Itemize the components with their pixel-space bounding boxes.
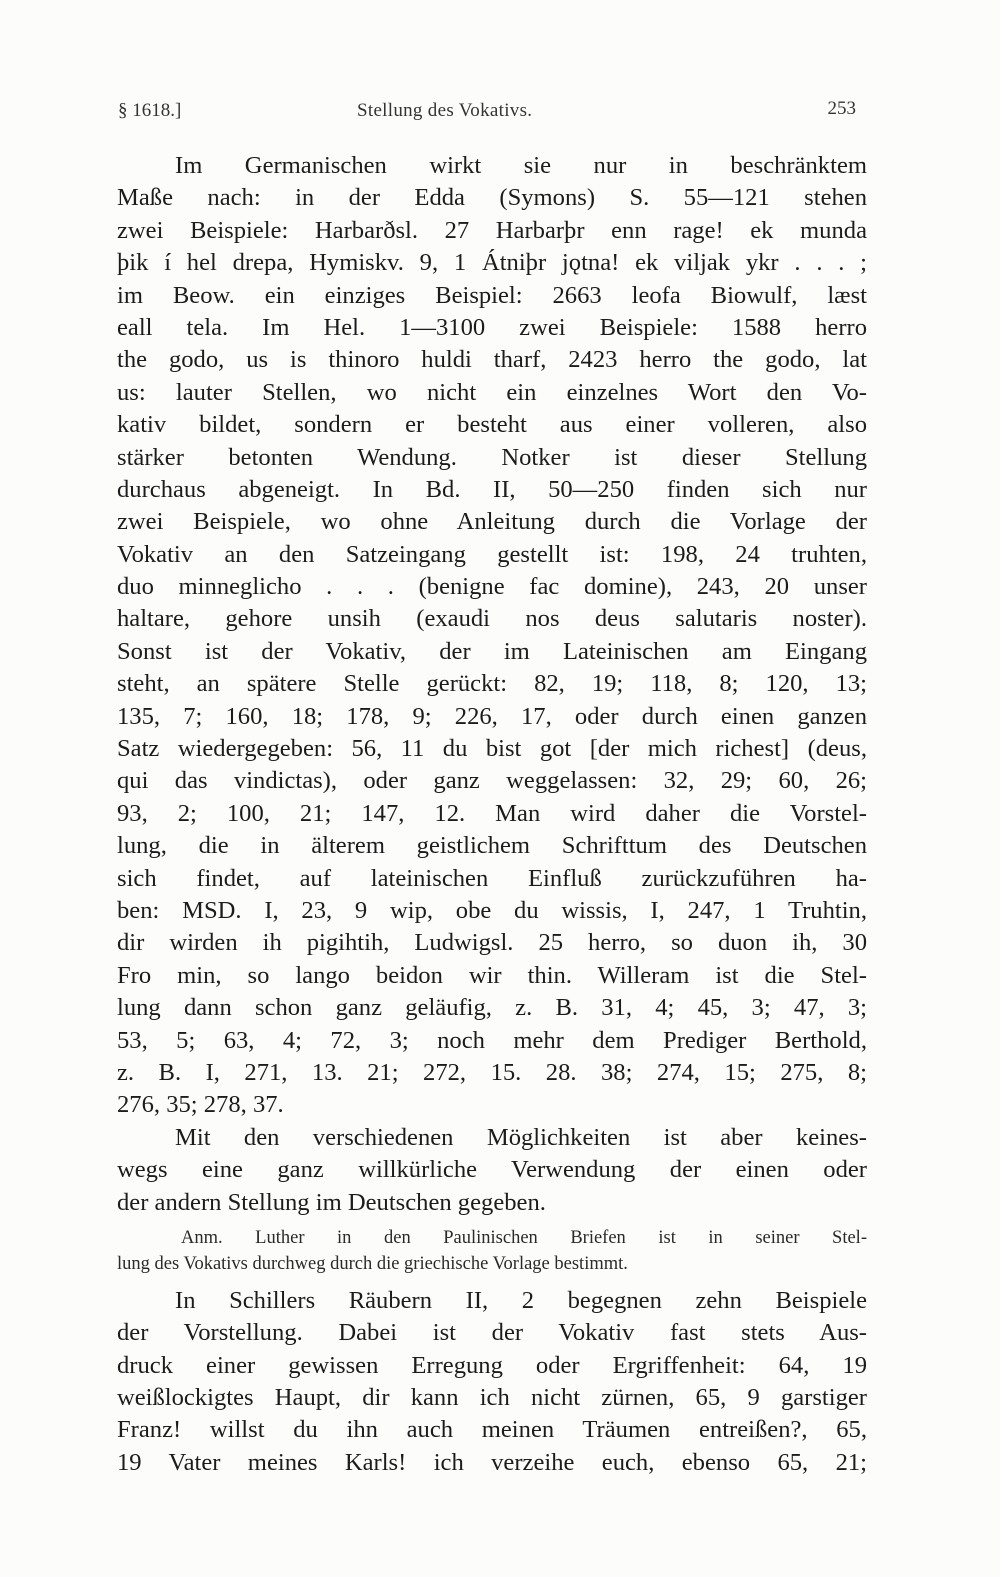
text-line: lung dann schon ganz geläufig, z. B. 31, 4; 45, 3; 47, 3; — [117, 994, 867, 1022]
note-line: Anm. Luther in den Paulinischen Briefen ist in seiner Stel- — [181, 1227, 867, 1248]
text-line: der andern Stellung im Deutschen gegeben. — [117, 1188, 546, 1216]
text-line: stärker betonten Wendung. Notker ist dieser Stellung — [117, 443, 867, 471]
text-line: durchaus abgeneigt. In Bd. II, 50—250 finden sich nur — [117, 475, 867, 503]
text-line: zwei Beispiele: Harbarðsl. 27 Harbarþr enn rage! ek munda — [117, 216, 867, 244]
note-line: lung des Vokativs durchweg durch die griechische Vorlage bestimmt. — [117, 1253, 628, 1274]
paragraph-1 — [117, 150, 867, 1122]
text-line: Satz wiedergegeben: 56, 11 du bist got [der mich richest] (deus, — [117, 735, 867, 763]
running-header — [112, 96, 872, 128]
text-line: þik í hel drepa, Hymiskv. 9, 1 Átniþr jǫtna! ek viljak ykr . . . ; — [117, 249, 867, 277]
text-line: Mit den verschiedenen Möglichkeiten ist aber keines- — [175, 1123, 867, 1151]
text-line: 276, 35; 278, 37. — [117, 1091, 284, 1119]
text-line: wegs eine ganz willkürliche Verwendung der einen oder — [117, 1156, 867, 1184]
text-line: ben: MSD. I, 23, 9 wip, obe du wissis, I, 247, 1 Truhtin, — [117, 896, 867, 924]
text-line: 53, 5; 63, 4; 72, 3; noch mehr dem Prediger Berthold, — [117, 1026, 867, 1054]
text-line: der Vorstellung. Dabei ist der Vokativ fast stets Aus- — [117, 1319, 867, 1347]
text-line: dir wirden ih pigihtih, Ludwigsl. 25 herro, so duon ih, 30 — [117, 929, 867, 957]
text-line: Fro min, so lango beidon wir thin. Willeram ist die Stel- — [117, 961, 867, 989]
text-line: duo minneglicho . . . (benigne fac domine), 243, 20 unser — [117, 573, 867, 601]
text-line: haltare, gehore unsih (exaudi nos deus salutaris noster). — [117, 605, 867, 633]
text-line: Vokativ an den Satzeingang gestellt ist: 198, 24 truhten, — [117, 540, 867, 568]
text-line: us: lauter Stellen, wo nicht ein einzelnes Wort den Vo- — [117, 378, 867, 406]
text-line: zwei Beispiele, wo ohne Anleitung durch die Vorlage der — [117, 508, 867, 536]
text-line: druck einer gewissen Erregung oder Ergriffenheit: 64, 19 — [117, 1351, 867, 1379]
paragraph-2 — [117, 1122, 867, 1219]
section-reference: § 1618.] — [118, 100, 182, 121]
page-number: 253 — [827, 98, 856, 119]
paragraph-3 — [117, 1285, 867, 1479]
body-text — [117, 150, 867, 1479]
text-line: Franz! willst du ihn auch meinen Träumen entreißen?, 65, — [117, 1416, 867, 1444]
text-line: im Beow. ein einziges Beispiel: 2663 leofa Biowulf, læst — [117, 281, 867, 309]
annotation-note — [117, 1225, 867, 1277]
text-line: Im Germanischen wirkt sie nur in beschränktem — [175, 152, 867, 179]
text-line: 93, 2; 100, 21; 147, 12. Man wird daher die Vorstel- — [117, 799, 867, 827]
text-line: lung, die in älterem geistlichem Schrifttum des Deutschen — [117, 832, 867, 860]
text-line: the godo, us is thinoro huldi tharf, 2423 herro the godo, lat — [117, 346, 867, 374]
text-line: sich findet, auf lateinischen Einfluß zurückzuführen ha- — [117, 864, 867, 892]
text-line: kativ bildet, sondern er besteht aus einer volleren, also — [117, 411, 867, 439]
text-line: z. B. I, 271, 13. 21; 272, 15. 28. 38; 274, 15; 275, 8; — [117, 1058, 867, 1086]
text-line: qui das vindictas), oder ganz weggelassen: 32, 29; 60, 26; — [117, 767, 867, 795]
text-line: eall tela. Im Hel. 1—3100 zwei Beispiele: 1588 herro — [117, 313, 867, 341]
text-line: In Schillers Räubern II, 2 begegnen zehn Beispiele — [175, 1286, 867, 1314]
text-line: 135, 7; 160, 18; 178, 9; 226, 17, oder durch einen ganzen — [117, 702, 867, 730]
text-line: weißlockigtes Haupt, dir kann ich nicht zürnen, 65, 9 garstiger — [117, 1384, 867, 1412]
text-line: Sonst ist der Vokativ, der im Lateinischen am Eingang — [117, 637, 867, 665]
text-line: Maße nach: in der Edda (Symons) S. 55—121 stehen — [117, 184, 867, 212]
running-title: Stellung des Vokativs. — [357, 100, 533, 121]
text-line: 19 Vater meines Karls! ich verzeihe euch, ebenso 65, 21; — [117, 1448, 867, 1476]
text-line: steht, an spätere Stelle gerückt: 82, 19; 118, 8; 120, 13; — [117, 670, 867, 698]
